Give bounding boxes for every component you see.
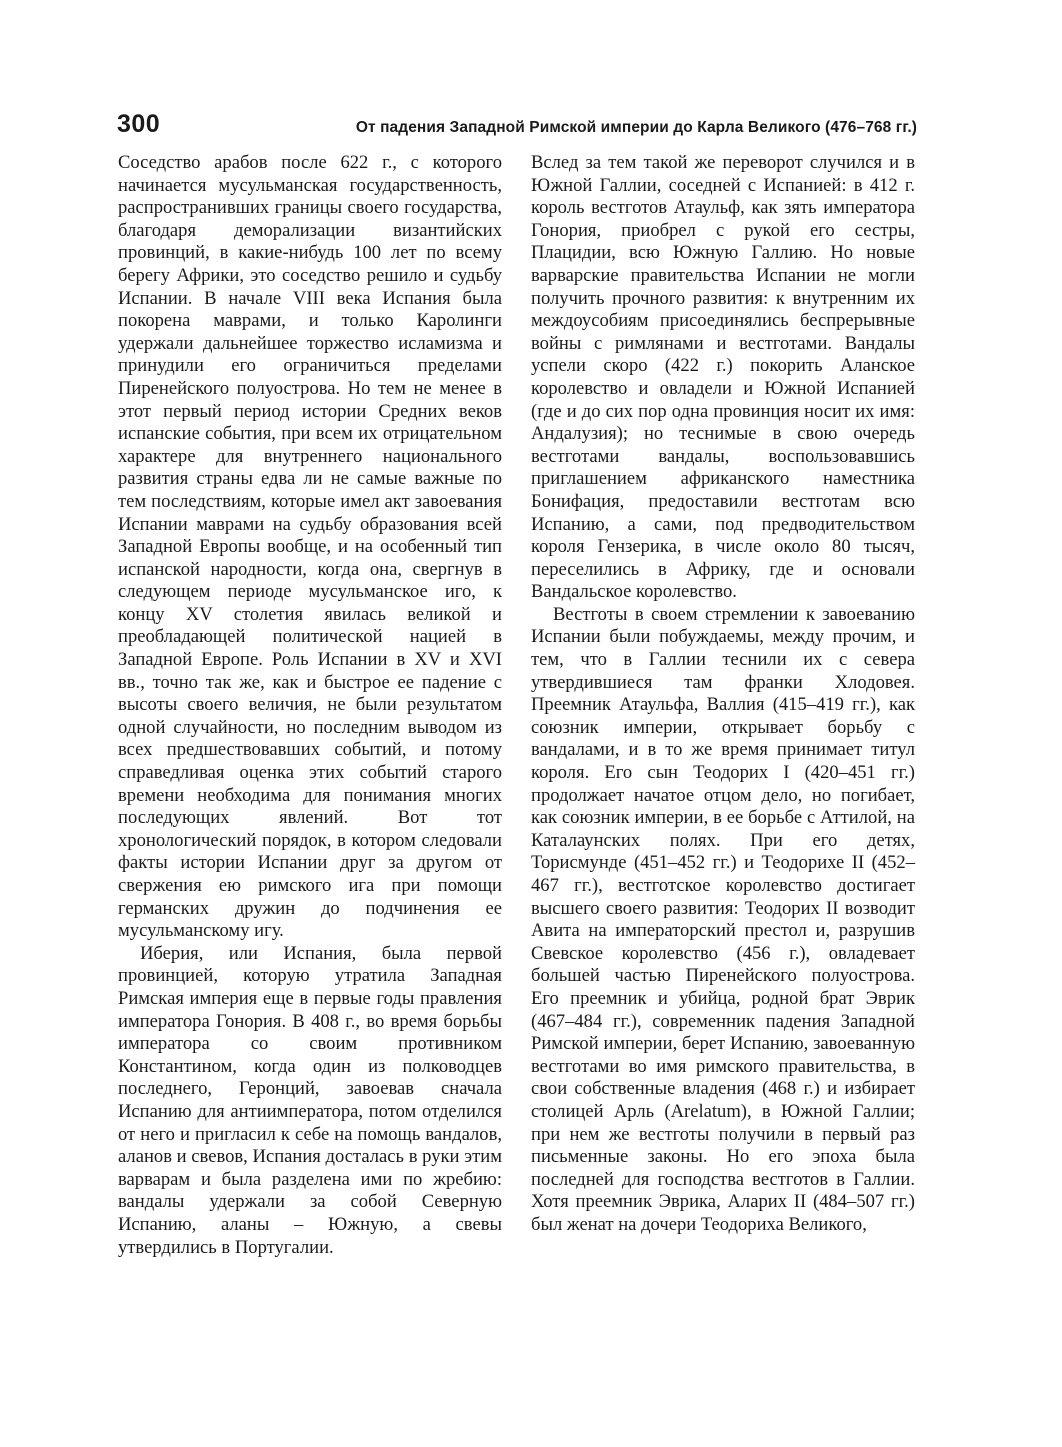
paragraph: Иберия, или Испания, была первой провинцией, которую утратила Западная Римская империя еще в первые годы правления императора Гонория. В 408 г., во время борьбы императора со своим противником Константином, когда один из полководцев последнего, Геронций, завоевав сначала Испанию для антиимператора, потом отделился от него и пригласил к себе на помощь вандалов, аланов и свевов, Испания досталась в руки этим варварам и была разделена ими по жребию: вандалы удержали за собой Северную Испанию, аланы – Южную, а свевы утвердились в Португалии. xyxy=(118,942,502,1258)
chapter-title: От падения Западной Римской империи до Карла Великого (476–768 гг.) xyxy=(355,119,917,136)
paragraph: Вестготы в своем стремлении к завоеванию Испании были побуждаемы, между прочим, и тем, что в Галлии теснили их с севера утвердившиеся там франки Хлодовея. Преемник Атаульфа, Валлия (415–419 гг.), как союзник империи, открывает борьбу с вандалами, и в то же время принимает титул короля. Его сын Теодорих I (420–451 гг.) продолжает начатое отцом дело, но погибает, как союзник империи, в ее борьбе с Аттилой, на Каталаунских полях. При его детях, Торисмунде (451–452 гг.) и Теодорихе II (452–467 гг.), вестготское королевство достигает высшего своего развития: Теодорих II возводит Авита на императорский престол и, разрушив Свевское королевство (456 г.), овладевает большей частью Пиренейского полуострова. Его преемник и убийца, родной брат Эврик (467–484 гг.), современник падения Западной Римской империи, берет Испанию, завоеванную вестготами во имя римского правительства, в свои собственные владения (468 г.) и избирает столицей Арль (Arelatum), в Южной Галлии; при нем же вестготы получили в первый раз письменные законы. Но его эпоха была последней для господства вестготов в Галлии. Хотя преемник Эврика, Аларих II (484–507 гг.) был женат на дочери Теодориха Великого, xyxy=(531,603,915,1235)
text-column-right xyxy=(531,152,915,1237)
paragraph: Соседство арабов после 622 г., с которого начинается мусульманская государственность, распространивших границы своего государства, благодаря деморализации византийских провинций, в какие-нибудь 100 лет по всему берегу Африки, это соседство решило и судьбу Испании. В начале VIII века Испания была покорена маврами, и только Каролинги удержали дальнейшее торжество исламизма и принудили его ограничиться пределами Пиренейского полуострова. Но тем не менее в этот первый период истории Средних веков испанские события, при всем их отрицательном характере для внутреннего национального развития страны едва ли не самые важные по тем последствиям, которые имел акт завоевания Испании маврами на судьбу образования всей Западной Европы вообще, и на особенный тип испанской народности, когда она, свергнув в следующем периоде мусульманское иго, к концу XV столетия явилась великой и преобладающей политической нацией в Западной Европе. Роль Испании в XV и XVI вв., точно так же, как и быстрое ее падение с высоты своего величия, не были результатом одной случайности, но последним выводом из всех предшествовавших событий, и потому справедливая оценка этих событий старого времени необходима для понимания многих последующих явлений. Вот тот хронологический порядок, в котором следовали факты истории Испании друг за другом от свержения ею римского ига при помощи германских дружин до подчинения ее мусульманскому игу. xyxy=(118,152,502,942)
paragraph: Вслед за тем такой же переворот случился и в Южной Галлии, соседней с Испанией: в 412 г. король вестготов Атаульф, как зять императора Гонория, приобрел с рукой его сестры, Плацидии, всю Южную Галлию. Но новые варварские правительства Испании не могли получить прочного развития: к внутренним их междоусобиям присоединялись беспрерывные войны с римлянами и вестготами. Вандалы успели скоро (422 г.) покорить Аланское королевство и овладели и Южной Испанией (где и до сих пор одна провинция носит их имя: Андалузия); но теснимые в свою очередь вестготами вандалы, воспользовавшись приглашением африканского наместника Бонифация, предоставили вестготам всю Испанию, а сами, под предводительством короля Гензерика, в числе около 80 тысяч, переселились в Африку, где и основали Вандальское королевство. xyxy=(531,152,915,603)
running-head xyxy=(117,110,917,144)
page-number: 300 xyxy=(117,110,161,138)
text-column-left xyxy=(118,152,502,1259)
